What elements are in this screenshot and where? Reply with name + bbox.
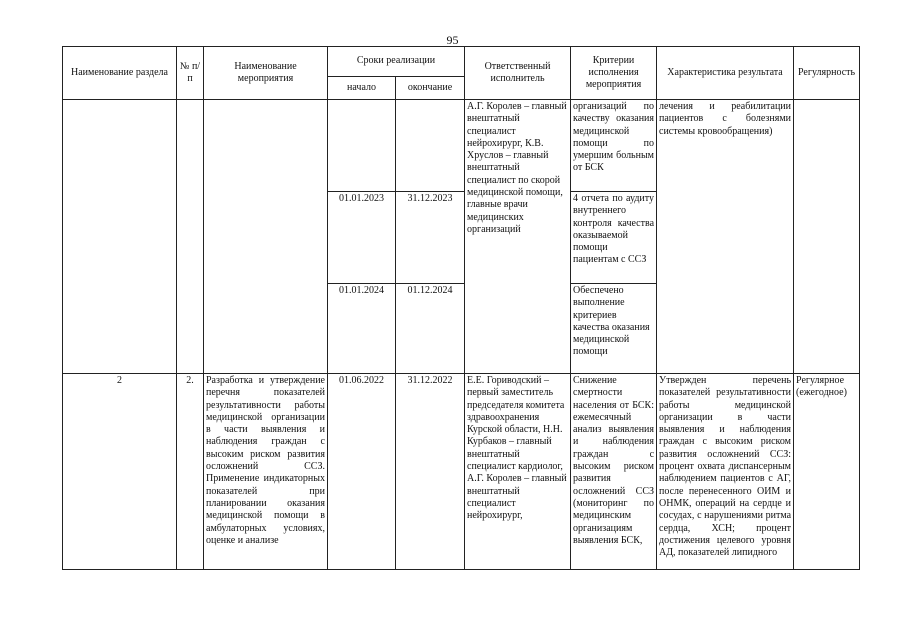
header-result: Характеристика результата <box>657 47 794 100</box>
cell-criteria: организаций по качеству оказания медицинской помощи по умершим больным от БСК <box>571 100 657 192</box>
cell-end <box>396 100 465 192</box>
cell-section <box>63 100 177 374</box>
header-section: Наименование раздела <box>63 47 177 100</box>
cell-regularity: Регулярное (ежегодное) <box>794 374 860 570</box>
cell-start <box>328 100 396 192</box>
header-event: Наименование мероприятия <box>204 47 328 100</box>
header-terms: Сроки реализации <box>328 47 465 77</box>
cell-start: 01.01.2023 <box>328 192 396 284</box>
cell-responsible: А.Г. Королев – главный внештатный специалист нейрохирург, К.В. Хруслов – главный внештатный специалист по скорой медицинской помощи, главные врачи медицинских организаций <box>465 100 571 374</box>
cell-start: 01.06.2022 <box>328 374 396 570</box>
cell-regularity <box>794 100 860 374</box>
header-start: начало <box>328 77 396 100</box>
cell-event: Разработка и утверждение перечня показателей результативности работы медицинской организации в части выявления и наблюдения граждан с высоким риском развития осложнений ССЗ. Применение индикаторных показателей при планировании оказания медицинской помощи в амбулаторных условиях, оценке и анализе <box>204 374 328 570</box>
header-regularity: Регулярность <box>794 47 860 100</box>
table-row <box>63 100 860 192</box>
cell-criteria: 4 отчета по аудиту внутреннего контроля качества оказываемой помощи пациентам с ССЗ <box>571 192 657 284</box>
header-criteria: Критерии исполнения мероприятия <box>571 47 657 100</box>
header-responsible: Ответственный исполнитель <box>465 47 571 100</box>
cell-end: 01.12.2024 <box>396 284 465 374</box>
header-num: № п/п <box>177 47 204 100</box>
cell-criteria: Обеспечено выполнение критериев качества оказания медицинской помощи <box>571 284 657 374</box>
cell-start: 01.01.2024 <box>328 284 396 374</box>
plan-table <box>62 46 860 570</box>
header-end: окончание <box>396 77 465 100</box>
cell-section: 2 <box>63 374 177 570</box>
cell-result: лечения и реабилитации пациентов с болезнями системы кровообращения) <box>657 100 794 374</box>
cell-num: 2. <box>177 374 204 570</box>
cell-criteria: Снижение смертности населения от БСК: ежемесячный анализ выявления и наблюдения граждан с высоким риском развития осложнений ССЗ (мониторинг по медицинским организациям выявления БСК, <box>571 374 657 570</box>
cell-end: 31.12.2022 <box>396 374 465 570</box>
cell-end: 31.12.2023 <box>396 192 465 284</box>
cell-responsible: Е.Е. Гориводский – первый заместитель председателя комитета здравоохранения Курской области, Н.Н. Курбаков – главный внештатный специалист кардиолог, А.Г. Королев – главный внештатный специалист нейрохирург, <box>465 374 571 570</box>
cell-event <box>204 100 328 374</box>
cell-result: Утвержден перечень показателей результативности работы медицинской организации в части выявления и наблюдения граждан с высоким риском развития осложнений ССЗ: процент охвата диспансерным наблюдением пациентов с АГ, после перенесенного ОИМ и ОНМК, операций на сердце и сосудах, с нарушениями ритма сердца, ХСН; процент достижения целевого уровня АД, показателей липидного <box>657 374 794 570</box>
cell-num <box>177 100 204 374</box>
table-row <box>63 374 860 570</box>
page-number: 95 <box>446 33 459 47</box>
header-row <box>63 47 860 77</box>
